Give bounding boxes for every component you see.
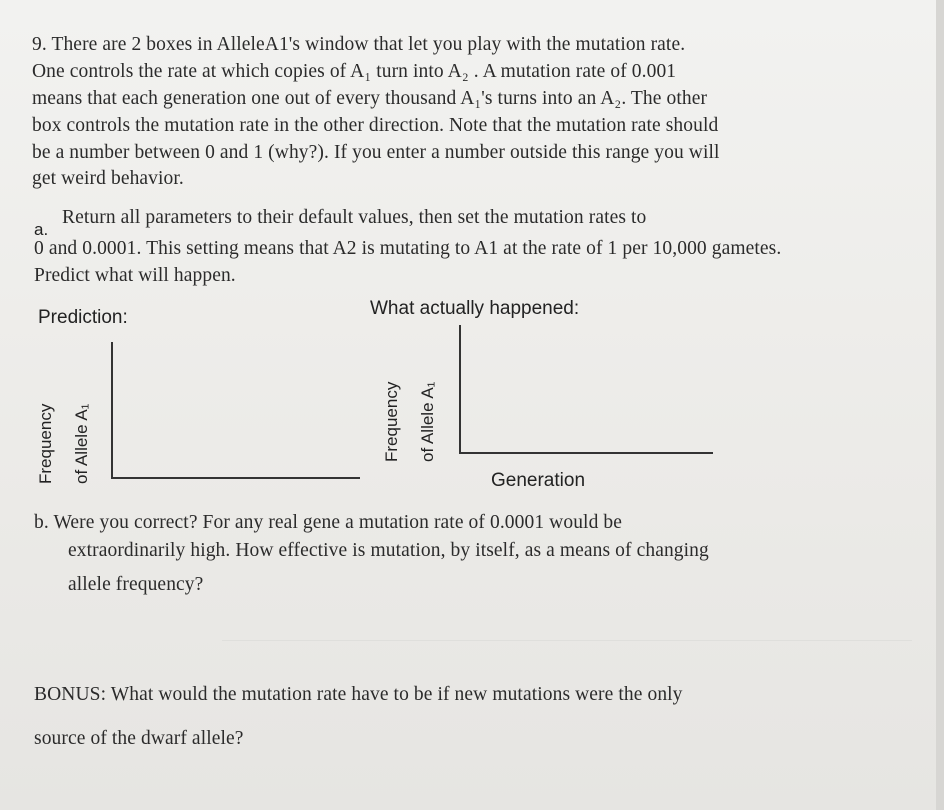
answer-space-divider <box>222 640 912 673</box>
prediction-label: Prediction: <box>38 307 128 328</box>
part-b-line-1: b. Were you correct? For any real gene a mutation rate of 0.0001 would be <box>34 512 622 533</box>
actual-y-axis <box>459 325 461 454</box>
actual-label: What actually happened: <box>370 298 580 319</box>
prediction-y-label-2: of Allele A₁ <box>72 403 91 484</box>
actual-y-label-2: of Allele A₁ <box>418 381 437 462</box>
q9-line-5: be a number between 0 and 1 (why?). If you enter a number outside this range you will <box>32 142 720 163</box>
q9-line-2: One controls the rate at which copies of A₁ turn into A₂ . A mutation rate of 0.001 <box>32 61 677 82</box>
part-a-line-1: Return all parameters to their default values, then set the mutation rates to <box>62 207 647 228</box>
page-edge <box>936 0 944 810</box>
part-a-marker: a. <box>34 220 49 239</box>
q9-line-4: box controls the mutation rate in the other direction. Note that the mutation rate should <box>32 115 719 136</box>
part-b-line-2: extraordinarily high. How effective is mutation, by itself, as a means of changing <box>68 540 709 561</box>
bonus-line-2: source of the dwarf allele? <box>34 728 244 749</box>
x-axis-label-generation: Generation <box>491 470 586 491</box>
part-a-line-3: Predict what will happen. <box>34 265 236 286</box>
prediction-y-label-1: Frequency <box>36 403 55 484</box>
prediction-x-axis <box>111 477 360 479</box>
part-a-line-2: 0 and 0.0001. This setting means that A2 is mutating to A1 at the rate of 1 per 10,000 gametes. <box>34 238 782 259</box>
actual-y-label-1: Frequency <box>382 381 401 462</box>
actual-x-axis <box>459 452 713 454</box>
bonus-line-1: BONUS: What would the mutation rate have to be if new mutations were the only <box>34 684 683 705</box>
part-b-line-3: allele frequency? <box>68 574 204 595</box>
q9-line-6: get weird behavior. <box>32 168 184 189</box>
q9-line-1: 9. There are 2 boxes in AlleleA1's window that let you play with the mutation rate. <box>32 34 686 55</box>
q9-line-3: means that each generation one out of every thousand A₁'s turns into an A₂. The other <box>32 88 708 109</box>
prediction-y-axis <box>111 342 113 479</box>
